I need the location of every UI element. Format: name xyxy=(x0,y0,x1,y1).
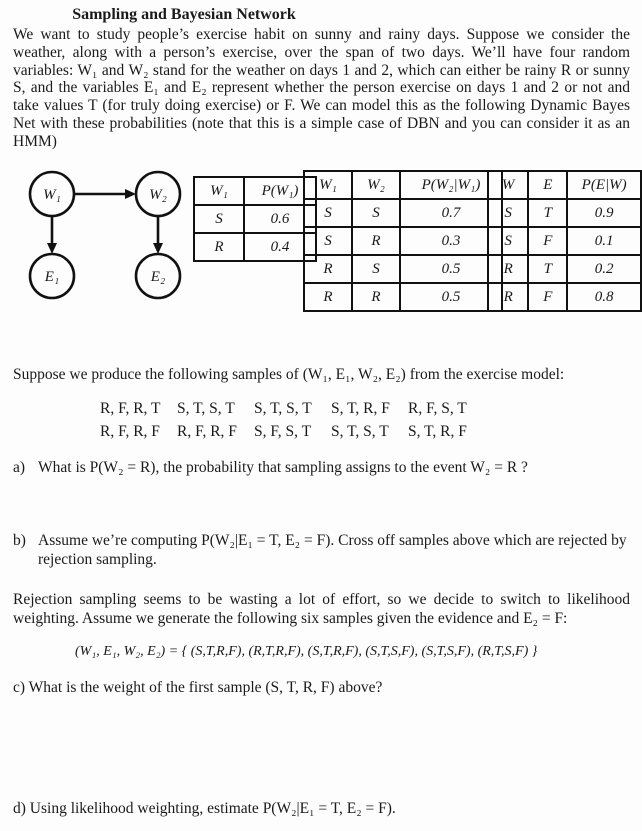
header-cell: W xyxy=(488,171,528,199)
arrowhead-w1-w2-icon xyxy=(125,189,136,199)
cell: 0.8 xyxy=(567,283,641,311)
cell: R xyxy=(488,255,528,283)
cell: T xyxy=(528,199,567,227)
cell: F xyxy=(528,283,567,311)
header-cell: W₁ xyxy=(194,177,244,205)
question-a-label: a) xyxy=(13,459,26,476)
sample: R, F, R, T xyxy=(100,400,161,417)
prior-probability-table xyxy=(193,176,317,262)
sample: S, F, S, T xyxy=(254,423,312,440)
transition-probability-table xyxy=(303,170,503,312)
cell: 0.7 xyxy=(400,199,502,227)
sample: R, F, S, T xyxy=(408,400,467,417)
cell: R xyxy=(304,283,352,311)
bayes-net-diagram xyxy=(14,163,194,313)
cell: T xyxy=(528,255,567,283)
likelihood-weighting-samples: (W₁, E₁, W₂, E₂) = { (S,T,R,F), (R,T,R,F), (S,T,R,F), (S,T,S,F), (S,T,S,F), (R,T,S,F) } xyxy=(75,644,538,659)
emission-probability-table xyxy=(487,170,642,312)
sample: R, F, R, F xyxy=(100,423,160,440)
node-e2-label: E₂ xyxy=(150,269,166,285)
cell: F xyxy=(528,227,567,255)
cell: R xyxy=(352,227,400,255)
cell: 0.2 xyxy=(567,255,641,283)
page-title: Sampling and Bayesian Network xyxy=(72,6,296,23)
cell: 0.9 xyxy=(567,199,641,227)
header-cell: E xyxy=(528,171,567,199)
header-cell: W₂ xyxy=(352,171,400,199)
cell: R xyxy=(304,255,352,283)
header-cell: P(E|W) xyxy=(567,171,641,199)
question-d: d) Using likelihood weighting, estimate P(W₂|E₁ = T, E₂ = F). xyxy=(13,800,396,817)
samples-intro: Suppose we produce the following samples of (W₁, E₁, W₂, E₂) from the exercise model: xyxy=(13,366,565,383)
cell: S xyxy=(194,205,244,233)
cell: R xyxy=(352,283,400,311)
header-cell: P(W₂|W₁) xyxy=(400,171,502,199)
header-cell: P(W₁) xyxy=(244,177,316,205)
cell: S xyxy=(352,255,400,283)
question-a-text: What is P(W₂ = R), the probability that sampling assigns to the event W₂ = R ? xyxy=(38,459,528,476)
question-b xyxy=(13,532,633,569)
cell: 0.4 xyxy=(244,233,316,261)
node-w2-label: W₂ xyxy=(149,187,167,203)
sample: S, T, S, T xyxy=(254,400,312,417)
cell: S xyxy=(488,199,528,227)
sample: R, F, R, F xyxy=(177,423,237,440)
header-cell: W₁ xyxy=(304,171,352,199)
likelihood-weighting-intro: Rejection sampling seems to be wasting a lot of effort, so we decide to switch to likelihood weighting. Assume we generate the following six samples given the evidence and E₂ = F: xyxy=(13,591,630,627)
question-c: c) What is the weight of the first sample (S, T, R, F) above? xyxy=(13,679,383,696)
sample: S, T, S, T xyxy=(177,400,235,417)
sample: S, T, S, T xyxy=(331,423,389,440)
cell: 0.6 xyxy=(244,205,316,233)
samples-grid xyxy=(100,399,485,441)
question-b-label: b) xyxy=(13,532,26,549)
cell: 0.5 xyxy=(400,255,502,283)
intro-paragraph: We want to study people’s exercise habit on sunny and rainy days. Suppose we consider the weather, along with a person’s exercise, over the span of two days. We’ll have four random variables: W₁ and W₂ stand for the weather on days 1 and 2, which can either be rainy R or sunny S, and the variables E₁ and E₂ represent whether the person exercise on days 1 and 2 or not and take values T (for truly doing exercise) or F. We can model this as the following Dynamic Bayes Net with these probabilities (note that this is a simple case of DBN and you can consider it as an HMM) xyxy=(13,26,630,150)
cell: S xyxy=(304,199,352,227)
arrowhead-w2-e2-icon xyxy=(153,243,163,254)
sample: S, T, R, F xyxy=(408,423,467,440)
question-a xyxy=(13,459,633,478)
node-w1-label: W₁ xyxy=(43,187,61,203)
sample: S, T, R, F xyxy=(331,400,390,417)
cell: S xyxy=(488,227,528,255)
node-e1-label: E₁ xyxy=(44,269,60,285)
cell: 0.1 xyxy=(567,227,641,255)
cell: R xyxy=(488,283,528,311)
cell: 0.5 xyxy=(400,283,502,311)
arrowhead-w1-e1-icon xyxy=(47,243,57,254)
question-b-text: Assume we’re computing P(W₂|E₁ = T, E₂ = F). Cross off samples above which are rejected by rejection sampling. xyxy=(38,532,627,568)
cell: S xyxy=(304,227,352,255)
cell: S xyxy=(352,199,400,227)
cell: 0.3 xyxy=(400,227,502,255)
cell: R xyxy=(194,233,244,261)
